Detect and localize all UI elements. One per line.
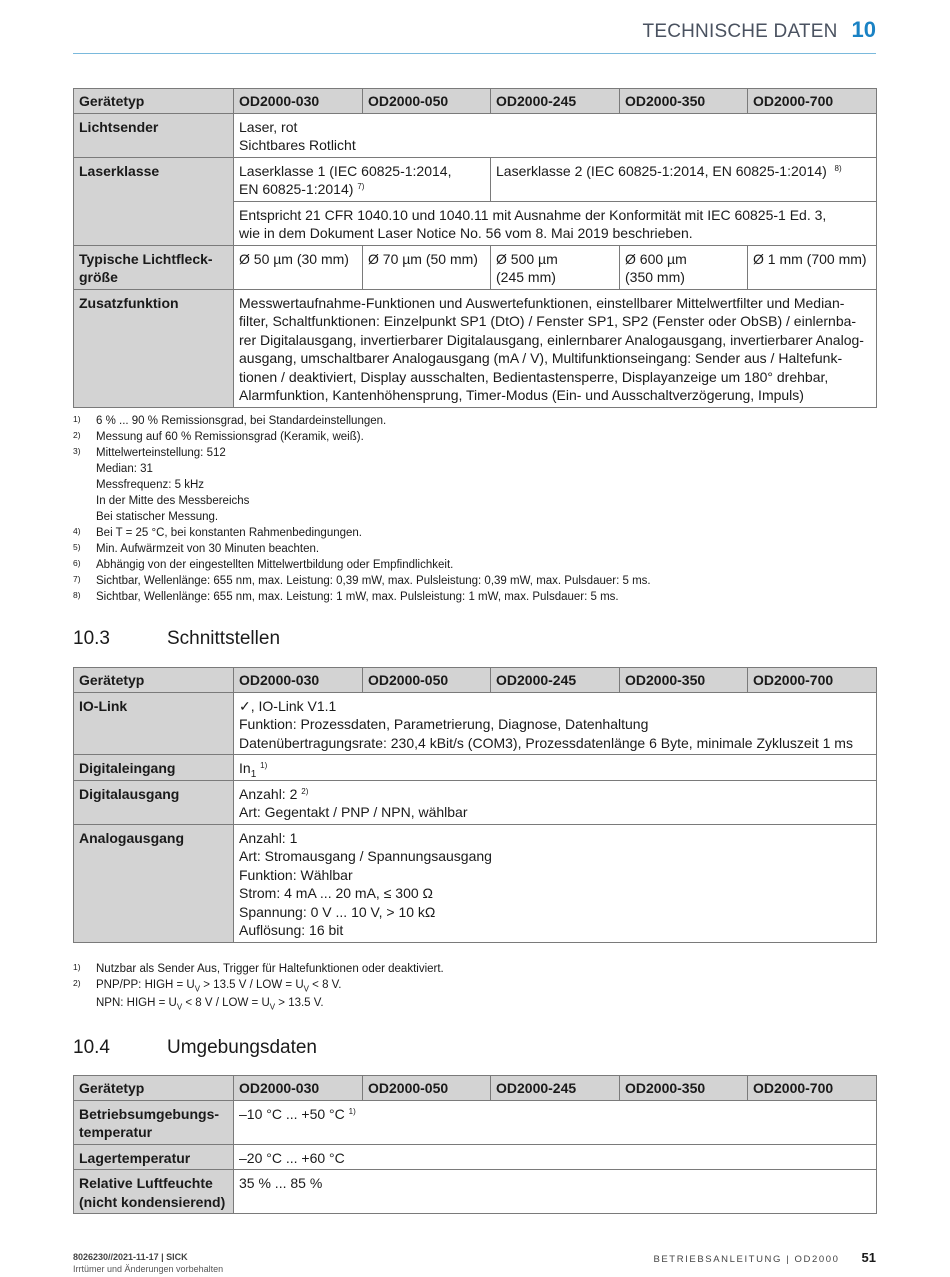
value-line: Anzahl: 1 — [239, 829, 298, 846]
row-label: Zusatzfunktion — [74, 289, 234, 407]
value-line: Art: Gegentakt / PNP / NPN, wählbar — [239, 804, 468, 820]
page-header — [643, 17, 876, 43]
value-line: Laserklasse 1 (IEC 60825-1:2014, — [239, 162, 452, 179]
footnote-text: Bei T = 25 °C, bei konstanten Rahmenbedingungen. — [96, 527, 362, 539]
text-part: PNP/PP: HIGH = U — [96, 979, 195, 991]
row-label — [74, 1170, 234, 1214]
footer-doc-title: BETRIEBSANLEITUNG | OD2000 — [653, 1254, 840, 1265]
value-line: Ø 600 µm — [625, 250, 687, 267]
section-number: 10.4 — [73, 1037, 110, 1058]
label-line: Betriebsumgebungs- — [79, 1105, 220, 1122]
footnote-mark: 2) — [73, 430, 81, 440]
subscript: 1 — [250, 768, 257, 780]
header-cell: Gerätetyp — [74, 1076, 234, 1101]
header-cell: Gerätetyp — [74, 89, 234, 114]
row-value: 35 % ... 85 % — [234, 1170, 877, 1214]
header-cell: OD2000-245 — [491, 1076, 620, 1101]
table-row — [74, 1100, 877, 1144]
footnote — [73, 977, 876, 1011]
row-value: Ø 50 µm (30 mm) — [234, 245, 363, 289]
value-line: rer Digitalausgang, invertierbarer Digitalausgang, einlernbarer Analogausgang, invertierbarer Analog- — [239, 331, 864, 348]
value-text: Anzahl: 2 — [239, 785, 298, 802]
table-row — [74, 755, 877, 781]
spec-table-environment — [73, 1075, 877, 1214]
header-cell: OD2000-050 — [363, 89, 491, 114]
row-label: IO-Link — [74, 692, 234, 755]
value-line: Entspricht 21 CFR 1040.10 und 1040.11 mit Ausnahme der Konformität mit IEC 60825-1 Ed. 3, — [239, 206, 827, 223]
text-part: < 8 V / LOW = U — [182, 997, 270, 1009]
footnote-text — [96, 995, 341, 1011]
row-value: Ø 70 µm (50 mm) — [363, 245, 491, 289]
footer-doc-id: 8026230//2021-11-17 | SICK — [73, 1252, 188, 1262]
footnote — [73, 557, 876, 573]
table-row — [74, 692, 877, 755]
header-cell: OD2000-050 — [363, 668, 491, 693]
value-line: Alarmfunktion, Kantenhöhensprung, Timer-Modus (Ein- und Ausschaltverzögerung, Impuls) — [239, 387, 804, 403]
value-line: Funktion: Wählbar — [239, 866, 353, 883]
value-line: Datenübertragungsrate: 230,4 kBit/s (COM3), Prozessdatenlänge 6 Byte, minimale Zykluszeit 1 ms — [239, 734, 853, 751]
row-value — [234, 692, 877, 755]
label-line: größe — [79, 269, 118, 285]
footnote-mark: 1) — [73, 414, 81, 424]
footnote — [73, 525, 876, 541]
value-text: EN 60825-1:2014) — [239, 181, 354, 197]
section-heading-environment — [73, 1037, 317, 1059]
value-line — [239, 697, 871, 716]
row-value — [234, 113, 877, 157]
footnote-text: Mittelwerteinstellung: 512 — [96, 447, 226, 459]
page-number: 51 — [861, 1250, 876, 1265]
subscript: V — [176, 1002, 183, 1012]
table-row — [74, 113, 877, 157]
footnote-ref: 8) — [834, 163, 842, 173]
footnote-mark: 7) — [73, 574, 81, 584]
header-cell: OD2000-050 — [363, 1076, 491, 1101]
table-row — [74, 1170, 877, 1214]
table-row — [74, 780, 877, 824]
footnote — [73, 413, 876, 429]
text-part: > 13.5 V. — [275, 997, 324, 1009]
row-value — [491, 157, 877, 201]
footnote — [73, 429, 876, 445]
footnote-ref: 1) — [348, 1106, 356, 1116]
footnote-text: Messung auf 60 % Remissionsgrad (Keramik, weiß). — [96, 431, 364, 443]
row-label: Analogausgang — [74, 824, 234, 942]
footnote-mark: 2) — [73, 978, 81, 988]
footnote-mark: 6) — [73, 558, 81, 568]
label-line: (nicht kondensierend) — [79, 1193, 226, 1210]
subscript: V — [269, 1002, 276, 1012]
spec-table-optics — [73, 88, 877, 408]
value-line: Auflösung: 16 bit — [239, 922, 344, 938]
header-cell: OD2000-030 — [234, 668, 363, 693]
value-text: –10 °C ... +50 °C — [239, 1105, 345, 1122]
value-line: Spannung: 0 V ... 10 V, > 10 kΩ — [239, 903, 436, 920]
row-value — [234, 289, 877, 407]
table-header-row — [74, 668, 877, 693]
value-line: Sichtbares Rotlicht — [239, 137, 356, 153]
table-row — [74, 157, 877, 201]
footnote-mark: 3) — [73, 446, 81, 456]
header-title: TECHNISCHE DATEN — [642, 21, 838, 42]
header-cell: OD2000-350 — [620, 89, 748, 114]
footnote-mark: 5) — [73, 542, 81, 552]
footnote — [73, 589, 876, 605]
footnote-ref: 2) — [301, 786, 309, 796]
footnotes-optics — [73, 413, 876, 605]
footnote-text: Abhängig von der eingestellten Mittelwertbildung oder Empfindlichkeit. — [96, 559, 454, 571]
footnote-mark: 4) — [73, 526, 81, 536]
footnote-ref: 7) — [357, 182, 365, 191]
table-header-row — [74, 1076, 877, 1101]
row-value — [620, 245, 748, 289]
footer-disclaimer: Irrtümer und Änderungen vorbehalten — [73, 1264, 224, 1274]
footnote-text — [96, 977, 341, 993]
value-text: In — [239, 760, 251, 776]
value-line — [239, 180, 485, 199]
spec-table-interfaces — [73, 667, 877, 943]
row-value — [234, 1100, 877, 1144]
header-cell: OD2000-350 — [620, 668, 748, 693]
value-line: wie in dem Dokument Laser Notice No. 56 vom 8. Mai 2019 beschrieben. — [239, 225, 693, 241]
footnote-mark: 1) — [73, 962, 81, 972]
header-cell: OD2000-700 — [748, 1076, 877, 1101]
subscript: V — [303, 984, 309, 994]
checkmark-icon: ✓ — [239, 697, 251, 714]
value-line — [239, 785, 871, 804]
row-label: Lagertemperatur — [74, 1144, 234, 1170]
text-part: > 13.5 V / LOW = U — [200, 979, 304, 991]
row-value — [234, 201, 877, 245]
footnote-text: Min. Aufwärmzeit von 30 Minuten beachten. — [96, 543, 320, 555]
value-line: Ø 500 µm — [496, 250, 558, 267]
table-row — [74, 1144, 877, 1170]
chapter-number: 10 — [851, 17, 876, 42]
footnote-text: Messfrequenz: 5 kHz — [96, 479, 205, 491]
row-value: –20 °C ... +60 °C — [234, 1144, 877, 1170]
footnote-mark: 8) — [73, 590, 81, 600]
footer-left — [73, 1251, 223, 1275]
row-value — [491, 245, 620, 289]
footnote-text: Median: 31 — [96, 463, 153, 475]
header-cell: Gerätetyp — [74, 668, 234, 693]
row-label: Lichtsender — [74, 113, 234, 157]
value-line: Laser, rot — [239, 118, 298, 135]
row-value — [234, 824, 877, 942]
footnote-text: Sichtbar, Wellenlänge: 655 nm, max. Leistung: 1 mW, max. Pulsleistung: 1 mW, max. Pulsdauer: 5 ms. — [96, 591, 619, 603]
footnote-text: Nutzbar als Sender Aus, Trigger für Haltefunktionen oder deaktiviert. — [96, 963, 444, 975]
text-part: NPN: HIGH = U — [96, 997, 177, 1009]
row-value — [234, 755, 877, 781]
value-line: Strom: 4 mA ... 20 mA, ≤ 300 Ω — [239, 885, 433, 901]
footnotes-interfaces — [73, 961, 876, 1011]
value-line: ausgang, umschaltbarer Analogausgang (mA / V), Multifunktionseingang: Sender aus / Haltefunk- — [239, 350, 843, 366]
header-cell: OD2000-700 — [748, 89, 877, 114]
header-cell: OD2000-245 — [491, 668, 620, 693]
header-cell: OD2000-245 — [491, 89, 620, 114]
row-label — [74, 1100, 234, 1144]
footnote — [73, 573, 876, 589]
footnote — [73, 541, 876, 557]
footnote-text: 6 % ... 90 % Remissionsgrad, bei Standardeinstellungen. — [96, 415, 387, 427]
table-row — [74, 289, 877, 407]
value-line: filter, Schaltfunktionen: Einzelpunkt SP1 (DtO) / Fenster SP1, SP2 (Fenster oder ObSB) / einlernba- — [239, 313, 857, 329]
section-number: 10.3 — [73, 628, 110, 649]
value-line: Funktion: Prozessdaten, Parametrierung, Diagnose, Datenhaltung — [239, 716, 649, 732]
section-heading-interfaces — [73, 628, 280, 650]
label-line: Relative Luftfeuchte — [79, 1175, 213, 1191]
footnote-text: In der Mitte des Messbereichs — [96, 495, 250, 507]
footnote-ref: 1) — [260, 761, 268, 770]
row-value: Ø 1 mm (700 mm) — [748, 245, 877, 289]
subscript: V — [194, 984, 201, 994]
footer-right — [653, 1250, 876, 1265]
row-label: Laserklasse — [74, 157, 234, 245]
row-label: Digitaleingang — [74, 755, 234, 781]
row-label: Digitalausgang — [74, 780, 234, 824]
label-line: Typische Lichtfleck- — [79, 250, 213, 267]
header-cell: OD2000-700 — [748, 668, 877, 693]
value-line: Art: Stromausgang / Spannungsausgang — [239, 848, 492, 864]
section-title: Schnittstellen — [167, 628, 281, 649]
table-header-row — [74, 89, 877, 114]
value-text: , IO-Link V1.1 — [250, 697, 337, 714]
value-text: Laserklasse 2 (IEC 60825-1:2014, EN 60825-1:2014) — [496, 162, 827, 179]
text-part: < 8 V. — [308, 979, 342, 991]
header-cell: OD2000-030 — [234, 89, 363, 114]
footnote — [73, 445, 876, 525]
header-rule — [73, 53, 876, 54]
table-row — [74, 824, 877, 942]
value-line: (350 mm) — [625, 269, 685, 285]
row-value — [234, 157, 491, 201]
footnote-text: Bei statischer Messung. — [96, 511, 219, 523]
section-title: Umgebungsdaten — [167, 1037, 317, 1058]
value-line: tionen / deaktiviert, Display ausschalten, Bedientastensperre, Displayanzeige um 180° drehbar, — [239, 368, 829, 385]
row-value — [234, 780, 877, 824]
header-cell: OD2000-350 — [620, 1076, 748, 1101]
footnote — [73, 961, 876, 977]
label-line: temperatur — [79, 1124, 153, 1140]
footnote-text: Sichtbar, Wellenlänge: 655 nm, max. Leistung: 0,39 mW, max. Pulsleistung: 0,39 mW, max. Pulsdauer: 5 ms. — [96, 575, 651, 587]
header-cell: OD2000-030 — [234, 1076, 363, 1101]
value-line: Messwertaufnahme-Funktionen und Auswertefunktionen, einstellbarer Mittelwertfilter und Median- — [239, 294, 845, 311]
table-row — [74, 245, 877, 289]
value-line: (245 mm) — [496, 269, 556, 285]
row-label — [74, 245, 234, 289]
